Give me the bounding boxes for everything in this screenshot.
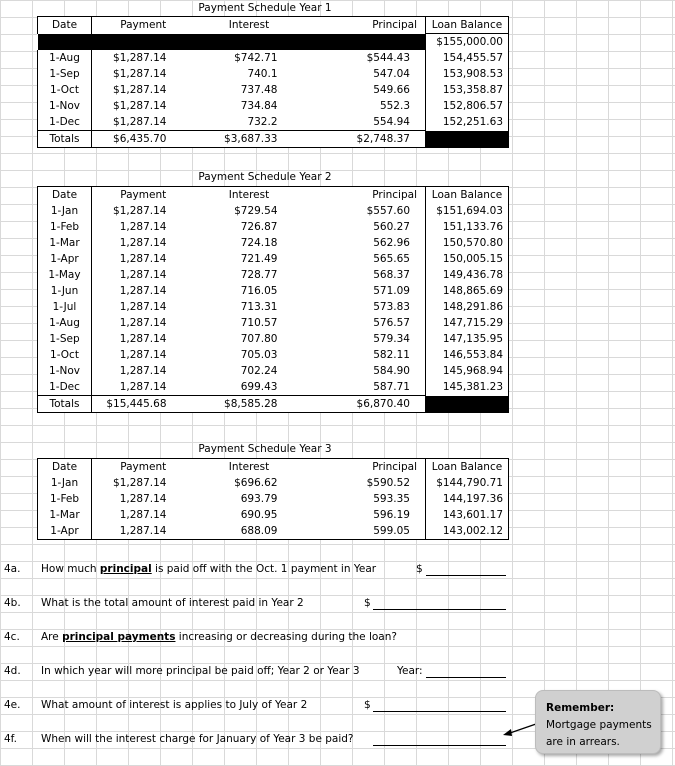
header-principal: Principal (304, 459, 426, 476)
row-principal: $544.43 (304, 50, 426, 66)
row-principal: 579.34 (304, 331, 426, 347)
row-payment: $1,287.14 (113, 68, 167, 80)
row-date: 1-Sep (38, 331, 92, 347)
row-payment: $1,287.14 (113, 477, 167, 489)
header-interest: Interest (195, 459, 304, 476)
row-date: 1-Feb (38, 219, 92, 235)
row-interest: 699.43 (240, 381, 278, 393)
totals-label: Totals (38, 131, 92, 148)
totals-interest: $8,585.28 (195, 396, 304, 413)
header-interest: Interest (195, 187, 304, 204)
callout-line: are in arrears. (546, 736, 620, 748)
row-payment: $1,287.14 (113, 52, 167, 64)
row-payment: 1,287.14 (119, 285, 167, 297)
row-date: 1-Dec (38, 379, 92, 396)
question-text-part: is paid off with the Oct. 1 payment in Year (151, 563, 377, 575)
row-date: 1-May (38, 267, 92, 283)
header-date: Date (38, 17, 92, 34)
question-text-part: increasing or decreasing during the loan? (175, 631, 397, 643)
totals-label: Totals (38, 396, 92, 413)
row-payment: 1,287.14 (119, 221, 167, 233)
header-interest: Interest (195, 17, 304, 34)
row-interest: 716.05 (240, 285, 278, 297)
row-payment: 1,287.14 (119, 237, 167, 249)
row-date: 1-Mar (38, 235, 92, 251)
totals-payment: $15,445.68 (92, 396, 195, 413)
row-payment: 1,287.14 (119, 509, 167, 521)
header-balance: Loan Balance (426, 459, 509, 476)
question-text-part: How much (41, 563, 100, 575)
row-payment: 1,287.14 (92, 523, 195, 540)
year3-title: Payment Schedule Year 3 (198, 443, 332, 455)
row-date: 1-Apr (38, 251, 92, 267)
row-payment: 1,287.14 (119, 317, 167, 329)
row-payment: $1,287.14 (113, 84, 167, 96)
totals-principal: $6,870.40 (304, 396, 426, 413)
row-balance: $144,790.71 (426, 475, 509, 491)
header-payment: Payment (92, 459, 195, 476)
row-principal: 549.66 (304, 82, 426, 98)
question-4f-text: When will the interest charge for January of Year 3 be paid? (41, 733, 354, 745)
row-balance: 147,715.29 (426, 315, 509, 331)
row-balance: 145,381.23 (426, 379, 509, 396)
row-principal: 547.04 (304, 66, 426, 82)
row-balance: 148,291.86 (426, 299, 509, 315)
row-interest: 740.1 (247, 68, 278, 80)
row-date: 1-Nov (38, 363, 92, 379)
year1-opening-balance: $155,000.00 (426, 34, 509, 51)
row-date: 1-Jan (38, 475, 92, 491)
row-interest: $729.54 (234, 205, 278, 217)
row-principal: 568.37 (304, 267, 426, 283)
row-date: 1-Dec (38, 114, 92, 131)
question-4b-text: What is the total amount of interest paid in Year 2 (41, 597, 304, 609)
row-interest: 688.09 (195, 523, 304, 540)
header-date: Date (38, 459, 92, 476)
header-principal: Principal (304, 187, 426, 204)
row-principal: 552.3 (304, 98, 426, 114)
row-principal: $590.52 (304, 475, 426, 491)
row-principal: 587.71 (304, 379, 426, 396)
row-interest: 693.79 (240, 493, 278, 505)
question-emphasis: principal (99, 563, 152, 575)
row-balance: 150,005.15 (426, 251, 509, 267)
row-principal: $557.60 (304, 203, 426, 219)
row-principal: 576.57 (304, 315, 426, 331)
row-interest: 724.18 (240, 237, 278, 249)
header-date: Date (38, 187, 92, 204)
question-emphasis: principal payments (62, 631, 176, 643)
row-date: 1-Sep (38, 66, 92, 82)
callout-title: Remember: (546, 702, 615, 714)
row-date: 1-Oct (38, 82, 92, 98)
header-payment: Payment (92, 187, 195, 204)
question-number: 4c. (4, 631, 20, 643)
row-principal: 596.19 (304, 507, 426, 523)
row-date: 1-Mar (38, 507, 92, 523)
row-date: 1-Oct (38, 347, 92, 363)
row-interest: 710.57 (240, 317, 278, 329)
row-principal: 584.90 (304, 363, 426, 379)
row-principal: 599.05 (304, 523, 426, 540)
row-balance: 147,135.95 (426, 331, 509, 347)
row-date: 1-Nov (38, 98, 92, 114)
remember-callout (535, 690, 661, 754)
row-interest: 690.95 (240, 509, 278, 521)
row-balance: 153,908.53 (426, 66, 509, 82)
callout-line: Mortgage payments (546, 719, 652, 731)
row-interest: $696.62 (234, 477, 278, 489)
row-balance: 145,968.94 (426, 363, 509, 379)
row-balance: $151,694.03 (426, 203, 509, 219)
totals-principal: $2,748.37 (304, 131, 426, 148)
row-date: 1-Apr (38, 523, 92, 540)
row-principal: 565.65 (304, 251, 426, 267)
totals-payment: $6,435.70 (92, 131, 195, 148)
header-balance: Loan Balance (426, 17, 509, 34)
row-interest: 705.03 (240, 349, 278, 361)
row-interest: 728.77 (240, 269, 278, 281)
row-principal: 573.83 (304, 299, 426, 315)
row-interest: 702.24 (240, 365, 278, 377)
row-date: 1-Aug (38, 315, 92, 331)
row-payment: 1,287.14 (119, 333, 167, 345)
row-balance: 144,197.36 (426, 491, 509, 507)
dollar-sign: $ (364, 597, 371, 609)
question-number: 4e. (4, 699, 21, 711)
row-balance: 143,002.12 (426, 523, 509, 540)
row-principal: 554.94 (304, 114, 426, 131)
row-interest: 713.31 (240, 301, 278, 313)
row-interest: 726.87 (240, 221, 278, 233)
dollar-sign: $ (364, 699, 371, 711)
question-number: 4b. (4, 597, 21, 609)
row-balance: 150,570.80 (426, 235, 509, 251)
row-interest: 737.48 (240, 84, 278, 96)
row-balance: 152,251.63 (426, 114, 509, 131)
row-balance: 151,133.76 (426, 219, 509, 235)
question-number: 4d. (4, 665, 21, 677)
header-payment: Payment (92, 17, 195, 34)
question-text-part: Are (41, 631, 63, 643)
row-balance: 153,358.87 (426, 82, 509, 98)
year-label: Year: (397, 665, 423, 677)
question-number: 4a. (4, 563, 21, 575)
row-payment: 1,287.14 (119, 365, 167, 377)
row-balance: 148,865.69 (426, 283, 509, 299)
question-4e-text: What amount of interest is applies to July of Year 2 (41, 699, 308, 711)
row-payment: $1,287.14 (113, 116, 167, 128)
row-principal: 593.35 (304, 491, 426, 507)
header-principal: Principal (304, 17, 426, 34)
row-interest: $742.71 (234, 52, 278, 64)
row-balance: 143,601.17 (426, 507, 509, 523)
row-balance: 154,455.57 (426, 50, 509, 66)
row-payment: $1,287.14 (113, 205, 167, 217)
header-balance: Loan Balance (426, 187, 509, 204)
row-date: 1-Jul (38, 299, 92, 315)
totals-interest: $3,687.33 (195, 131, 304, 148)
question-4d-text: In which year will more principal be paid off; Year 2 or Year 3 (41, 665, 360, 677)
row-balance: 149,436.78 (426, 267, 509, 283)
row-payment: 1,287.14 (119, 253, 167, 265)
row-payment: 1,287.14 (119, 493, 167, 505)
row-payment: 1,287.14 (119, 349, 167, 361)
row-principal: 582.11 (304, 347, 426, 363)
row-payment: 1,287.14 (119, 269, 167, 281)
row-payment: 1,287.14 (119, 301, 167, 313)
row-date: 1-Jun (38, 283, 92, 299)
row-interest: 721.49 (240, 253, 278, 265)
row-principal: 571.09 (304, 283, 426, 299)
row-interest: 732.2 (247, 116, 278, 128)
row-payment: $1,287.14 (113, 100, 167, 112)
row-principal: 560.27 (304, 219, 426, 235)
row-interest: 707.80 (240, 333, 278, 345)
row-balance: 146,553.84 (426, 347, 509, 363)
row-interest: 734.84 (240, 100, 278, 112)
row-date: 1-Aug (38, 50, 92, 66)
row-principal: 562.96 (304, 235, 426, 251)
dollar-sign: $ (416, 563, 423, 575)
row-balance: 152,806.57 (426, 98, 509, 114)
question-number: 4f. (4, 733, 17, 745)
row-date: 1-Feb (38, 491, 92, 507)
year2-title: Payment Schedule Year 2 (198, 171, 332, 183)
row-payment: 1,287.14 (119, 381, 167, 393)
year1-title: Payment Schedule Year 1 (198, 2, 332, 14)
row-date: 1-Jan (38, 203, 92, 219)
